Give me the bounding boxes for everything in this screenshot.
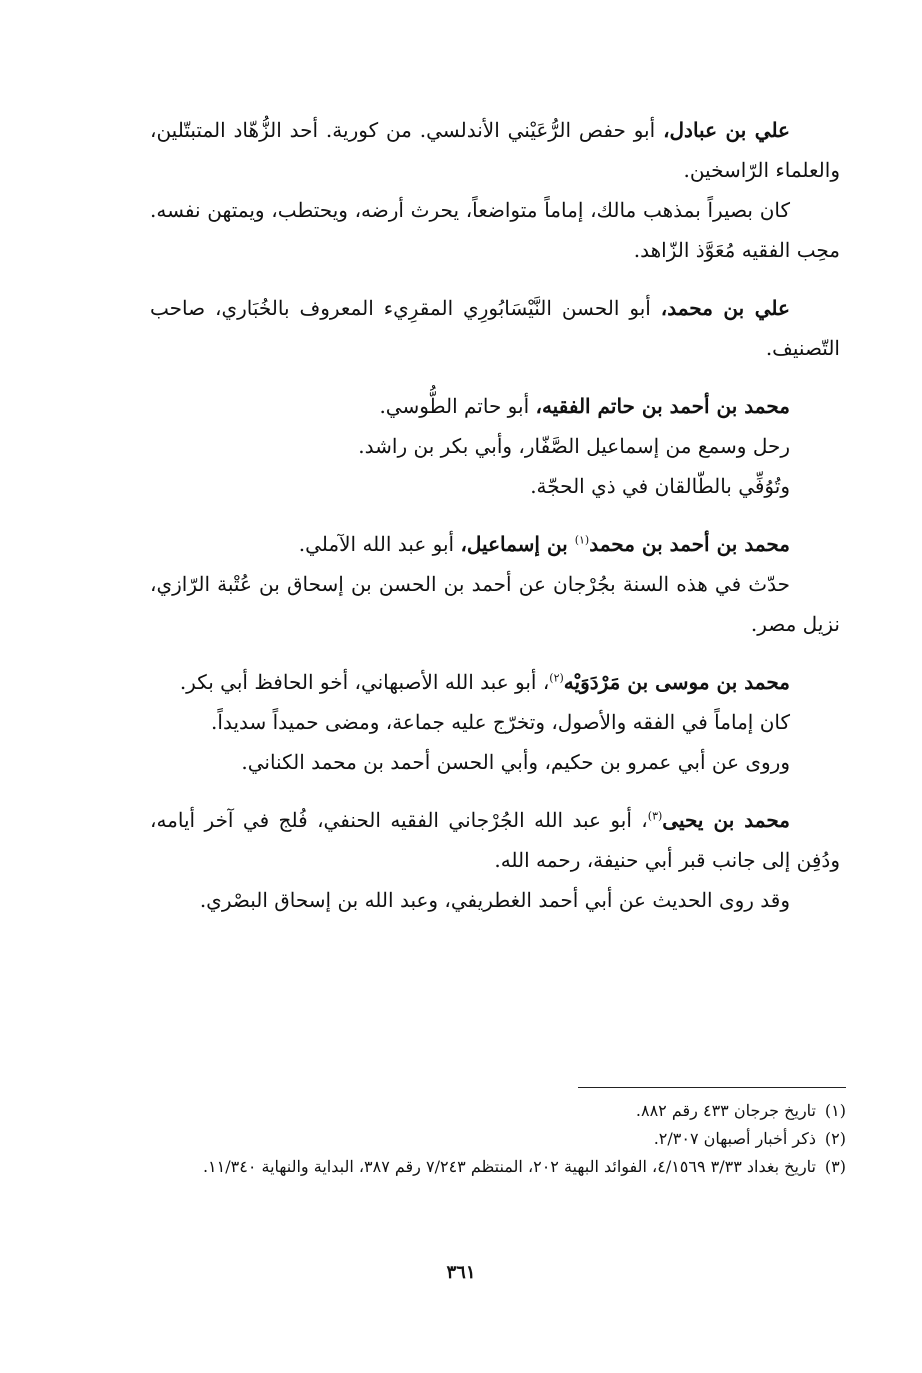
entry-intro: ، أبو عبد الله الأصبهاني، أخو الحافظ أبي بكر.: [179, 670, 550, 694]
person-name: محمد بن أحمد بن محمد: [589, 532, 790, 556]
biography-entry: [150, 288, 840, 368]
footnote-marker[interactable]: (١): [574, 533, 590, 547]
footnote-number: (٣): [824, 1157, 846, 1176]
entry-paragraph: وتُوُفِّي بالطّالقان في ذي الحجّة.: [530, 474, 790, 498]
footnotes: [150, 1097, 846, 1181]
footnote: [150, 1125, 846, 1153]
footnote-marker[interactable]: (٢): [549, 671, 564, 685]
footnote-divider: [578, 1087, 846, 1088]
biography-entry: [150, 110, 840, 270]
page-number: ٣٦١: [446, 1262, 476, 1283]
entry-paragraph: حدّث في هذه السنة بجُرْجان عن أحمد بن الحسن بن إسحاق بن عُتْبة الرّازي، نزيل مصر.: [150, 572, 840, 636]
entry-intro: ، أبو عبد الله الجُرْجاني الفقيه الحنفي، فُلج في آخر أيامه، ودُفِن إلى جانب قبر أبي حنيفة، رحمه الله.: [150, 808, 840, 872]
entry-heading: [150, 800, 840, 880]
person-name: محمد بن موسى بن مَرْدَوَيْه: [563, 670, 790, 694]
entry-paragraph: وقد روى الحديث عن أبي أحمد الغطريفي، وعبد الله بن إسحاق البصْري.: [199, 888, 790, 912]
entry-paragraph: كان إماماً في الفقه والأصول، وتخرّج عليه جماعة، ومضى حميداً سديداً.: [211, 710, 790, 734]
biography-entry: [150, 386, 790, 506]
person-name: علي بن محمد،: [660, 296, 790, 320]
person-name-continued: بن إسماعيل،: [460, 532, 575, 556]
footnote-text: تاريخ جرجان ٤٣٣ رقم ٨٨٢.: [635, 1101, 816, 1120]
entry-heading: [150, 110, 840, 190]
person-name: علي بن عبادل،: [663, 118, 790, 142]
footnote: [150, 1097, 846, 1125]
footnote-text: تاريخ بغداد ٣/٣٣ ٤/١٥٦٩، الفوائد البهية ٢٠٢، المنتظم ٧/٢٤٣ رقم ٣٨٧، البداية والنهاية ١١/٣٤٠.: [202, 1157, 816, 1176]
footnote-number: (٢): [824, 1129, 846, 1148]
entry-intro: أبو حاتم الطُّوسي.: [379, 394, 536, 418]
entry-heading: [150, 386, 790, 426]
entry-paragraph: كان بصيراً بمذهب مالك، إماماً متواضعاً، يحرث أرضه، ويحتطب، ويمتهن نفسه. محِب الفقيه مُعَوَّذ الزّاهد.: [150, 198, 840, 262]
page-body: [150, 110, 840, 938]
footnote-number: (١): [824, 1101, 846, 1120]
entry-paragraph: وروى عن أبي عمرو بن حكيم، وأبي الحسن أحمد بن محمد الكناني.: [241, 750, 790, 774]
person-name: محمد بن أحمد بن حاتم الفقيه،: [535, 394, 790, 418]
entry-heading: [150, 524, 840, 564]
footnote-marker[interactable]: (٣): [647, 809, 663, 823]
biography-entry: [150, 662, 840, 782]
entry-intro: أبو عبد الله الآملي.: [298, 532, 461, 556]
entry-intro: أبو الحسن النَّيْسَابُورِي المقرِيء المعروف بالخُبَاري، صاحب التّصنيف.: [150, 296, 840, 360]
entry-heading: [150, 662, 840, 702]
biography-entry: [150, 524, 840, 644]
person-name: محمد بن يحيى: [662, 808, 790, 832]
footnote: [150, 1153, 846, 1181]
entry-paragraph: رحل وسمع من إسماعيل الصَّفّار، وأبي بكر بن راشد.: [358, 434, 790, 458]
biography-entry: [150, 800, 840, 920]
entry-intro: أبو حفص الرُّعَيْني الأندلسي. من كورية. أحد الزُّهّاد المتبتّلين، والعلماء الرّاسخين.: [150, 118, 840, 182]
footnote-text: ذكر أخبار أصبهان ٢/٣٠٧.: [653, 1129, 816, 1148]
entry-heading: [150, 288, 840, 368]
